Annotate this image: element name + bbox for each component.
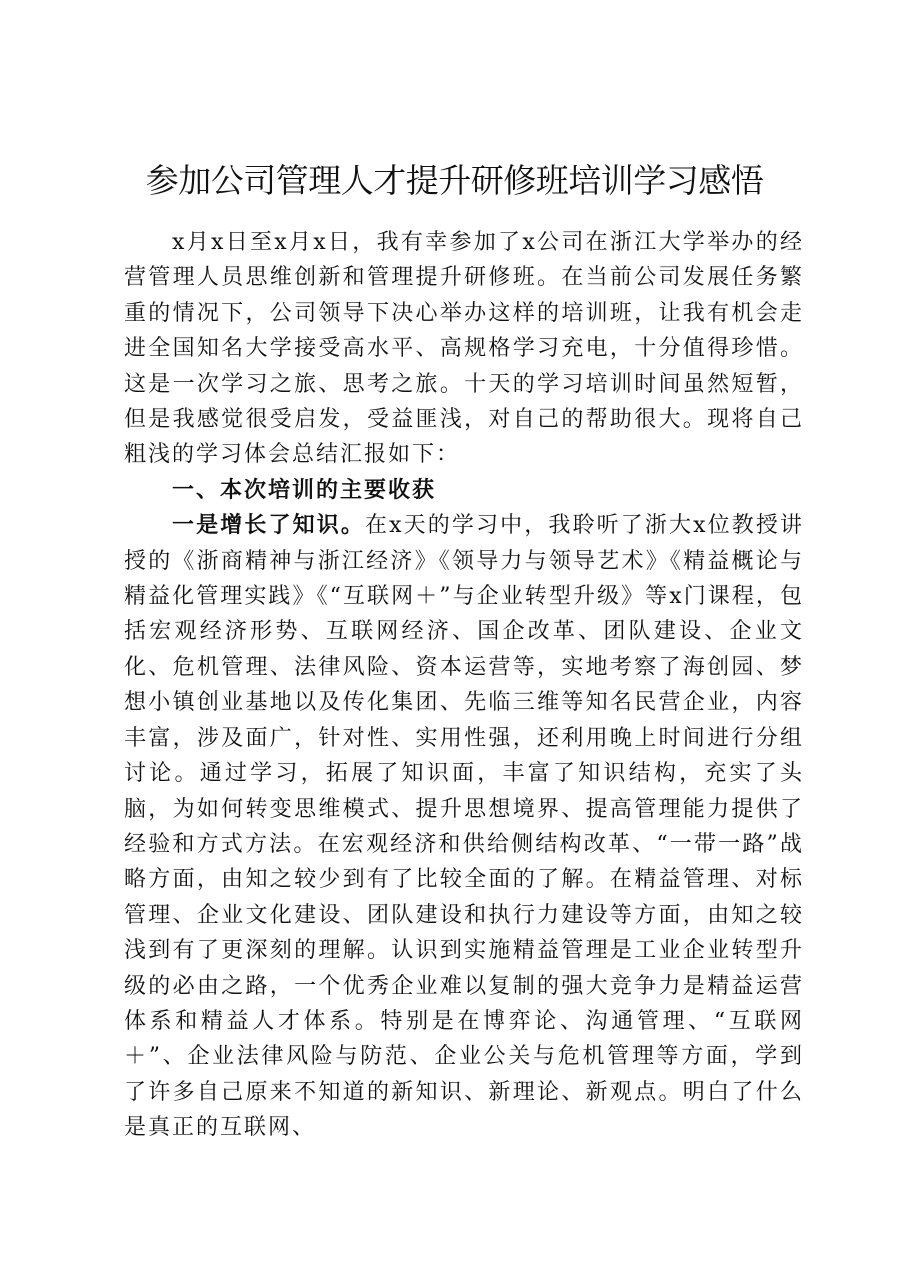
document-body xyxy=(124,225,804,1146)
document-title: 参加公司管理人才提升研修班培训学习感悟 xyxy=(145,161,764,200)
section-heading: 一、本次培训的主要收获 xyxy=(172,477,437,503)
body-paragraph xyxy=(124,508,804,1145)
paragraph-lead: 一是增长了知识。 xyxy=(172,513,365,539)
intro-paragraph: x月x日至x月x日，我有幸参加了x公司在浙江大学举办的经营管理人员思维创新和管理提升研修班。在当前公司发展任务繁重的情况下，公司领导下决心举办这样的培训班，让我有机会走进全国知名大学接受高水平、高规格学习充电，十分值得珍惜。这是一次学习之旅、思考之旅。十天的学习培训时间虽然短暂，但是我感觉很受启发，受益匪浅，对自己的帮助很大。现将自己粗浅的学习体会总结汇报如下： xyxy=(124,230,804,468)
paragraph-text: 在x天的学习中，我聆听了浙大x位教授讲授的《浙商精神与浙江经济》《领导力与领导艺术》《精益概论与精益化管理实践》《“互联网＋”与企业转型升级》等x门课程，包括宏观经济形势、互联网经济、国企改革、团队建设、企业文化、危机管理、法律风险、资本运营等，实地考察了海创园、梦想小镇创业基地以及传化集团、先临三维等知名民营企业，内容丰富，涉及面广，针对性、实用性强，还利用晚上时间进行分组讨论。通过学习，拓展了知识面，丰富了知识结构，充实了头脑，为如何转变思维模式、提升思想境界、提高管理能力提供了经验和方式方法。在宏观经济和供给侧结构改革、“一带一路”战略方面，由知之较少到有了比较全面的了解。在精益管理、对标管理、企业文化建设、团队建设和执行力建设等方面，由知之较浅到有了更深刻的理解。认识到实施精益管理是工业企业转型升级的必由之路，一个优秀企业难以复制的强大竞争力是精益运营体系和精益人才体系。特别是在博弈论、沟通管理、“互联网＋”、企业法律风险与防范、企业公关与危机管理等方面，学到了许多自己原来不知道的新知识、新理论、新观点。明白了什么是真正的互联网、 xyxy=(124,513,804,1141)
